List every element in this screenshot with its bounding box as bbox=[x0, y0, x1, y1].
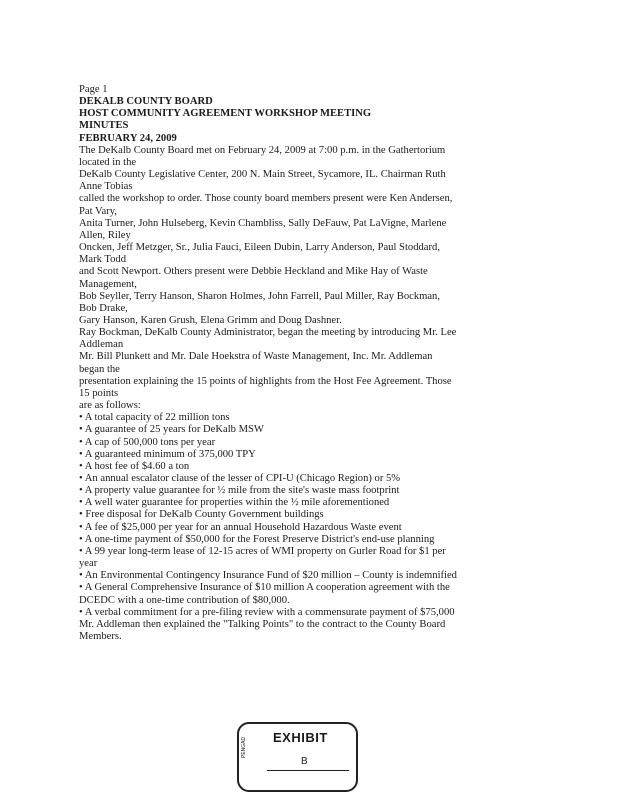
text-line: Mark Todd bbox=[79, 254, 127, 266]
text-line: Allen, Riley bbox=[79, 229, 131, 241]
text-line: called the workshop to order. Those county board members present were Ken Andersen, bbox=[79, 193, 453, 205]
exhibit-stamp-line bbox=[267, 770, 349, 771]
bullet-item: • A General Comprehensive Insurance of $10 million A cooperation agreement with the bbox=[79, 582, 450, 594]
board-heading: DEKALB COUNTY BOARD bbox=[79, 96, 213, 108]
text-line: Pat Vary, bbox=[79, 205, 117, 217]
exhibit-stamp-side-text: PENGAD bbox=[241, 736, 247, 758]
text-line: Mr. Addleman then explained the "Talking Points" to the contract to the County Board bbox=[79, 618, 446, 630]
minutes-paragraph bbox=[79, 145, 499, 412]
text-line: 15 points bbox=[79, 387, 119, 399]
bullet-item: year bbox=[79, 558, 98, 570]
bullet-item: • A fee of $25,000 per year for an annual Household Hazardous Waste event bbox=[79, 521, 402, 533]
bullet-item: • An Environmental Contingency Insurance Fund of $20 million – County is indemnified bbox=[79, 570, 457, 582]
text-line: Oncken, Jeff Metzger, Sr., Julia Fauci, Eileen Dubin, Larry Anderson, Paul Stoddard, bbox=[79, 242, 440, 254]
page-number: Page 1 bbox=[79, 84, 108, 95]
bullet-item: DCEDC with a one-time contribution of $80,000. bbox=[79, 594, 290, 606]
bullet-item: • A guarantee of 25 years for DeKalb MSW bbox=[79, 424, 264, 436]
text-line: located in the bbox=[79, 156, 137, 168]
text-line: Gary Hanson, Karen Grush, Elena Grimm and Doug Dashner. bbox=[79, 314, 342, 326]
text-line: are as follows: bbox=[79, 400, 141, 412]
minutes-heading: MINUTES bbox=[79, 120, 129, 132]
text-line: presentation explaining the 15 points of highlights from the Host Fee Agreement. Those bbox=[79, 375, 452, 387]
bullet-item: • A guaranteed minimum of 375,000 TPY bbox=[79, 448, 256, 460]
exhibit-stamp bbox=[237, 722, 358, 792]
text-line: Anita Turner, John Hulseberg, Kevin Chambliss, Sally DeFauw, Pat LaVigne, Marlene bbox=[79, 217, 447, 229]
text-line: Members. bbox=[79, 631, 122, 643]
document-body bbox=[79, 84, 499, 643]
text-line: Bob Seyller, Terry Hanson, Sharon Holmes, John Farrell, Paul Miller, Ray Bockman, bbox=[79, 290, 440, 302]
text-line: began the bbox=[79, 363, 120, 375]
text-line: Ray Bockman, DeKalb County Administrator, began the meeting by introducing Mr. Lee bbox=[79, 327, 457, 339]
meeting-heading: HOST COMMUNITY AGREEMENT WORKSHOP MEETING bbox=[79, 108, 372, 120]
bullet-item: • An annual escalator clause of the lesser of CPI-U (Chicago Region) or 5% bbox=[79, 473, 401, 484]
bullet-list bbox=[79, 412, 499, 643]
text-line: Mr. Bill Plunkett and Mr. Dale Hoekstra of Waste Management, Inc. Mr. Addleman bbox=[79, 351, 433, 363]
text-line: Anne Tobias bbox=[79, 181, 133, 193]
date-heading: FEBRUARY 24, 2009 bbox=[79, 132, 177, 144]
bullet-item: • A property value guarantee for ½ mile from the site's waste mass footprint bbox=[79, 485, 400, 497]
text-line: Addleman bbox=[79, 339, 124, 351]
text-line: The DeKalb County Board met on February 24, 2009 at 7:00 p.m. in the Gathertorium bbox=[79, 144, 446, 156]
text-line: and Scott Newport. Others present were Debbie Heckland and Mike Hay of Waste bbox=[79, 266, 428, 278]
exhibit-stamp-title: EXHIBIT bbox=[273, 730, 328, 745]
bullet-item: • Free disposal for DeKalb County Government buildings bbox=[79, 509, 324, 521]
bullet-item: • A cap of 500,000 tons per year bbox=[79, 436, 216, 448]
bullet-item: • A one-time payment of $50,000 for the Forest Preserve District's end-use planning bbox=[79, 533, 435, 545]
text-line: Management, bbox=[79, 278, 137, 290]
exhibit-stamp-letter: B bbox=[301, 756, 308, 767]
bullet-item: • A host fee of $4.60 a ton bbox=[79, 460, 190, 472]
bullet-item: • A 99 year long-term lease of 12-15 acres of WMI property on Gurler Road for $1 per bbox=[79, 545, 446, 557]
text-line: Bob Drake, bbox=[79, 302, 128, 314]
bullet-item: • A well water guarantee for properties within the ½ mile aforementioned bbox=[79, 497, 390, 509]
bullet-item: • A verbal commitment for a pre-filing review with a commensurate payment of $75,000 bbox=[79, 606, 455, 618]
bullet-item: • A total capacity of 22 million tons bbox=[79, 412, 230, 424]
text-line: DeKalb County Legislative Center, 200 N. Main Street, Sycamore, IL. Chairman Ruth bbox=[79, 169, 446, 181]
